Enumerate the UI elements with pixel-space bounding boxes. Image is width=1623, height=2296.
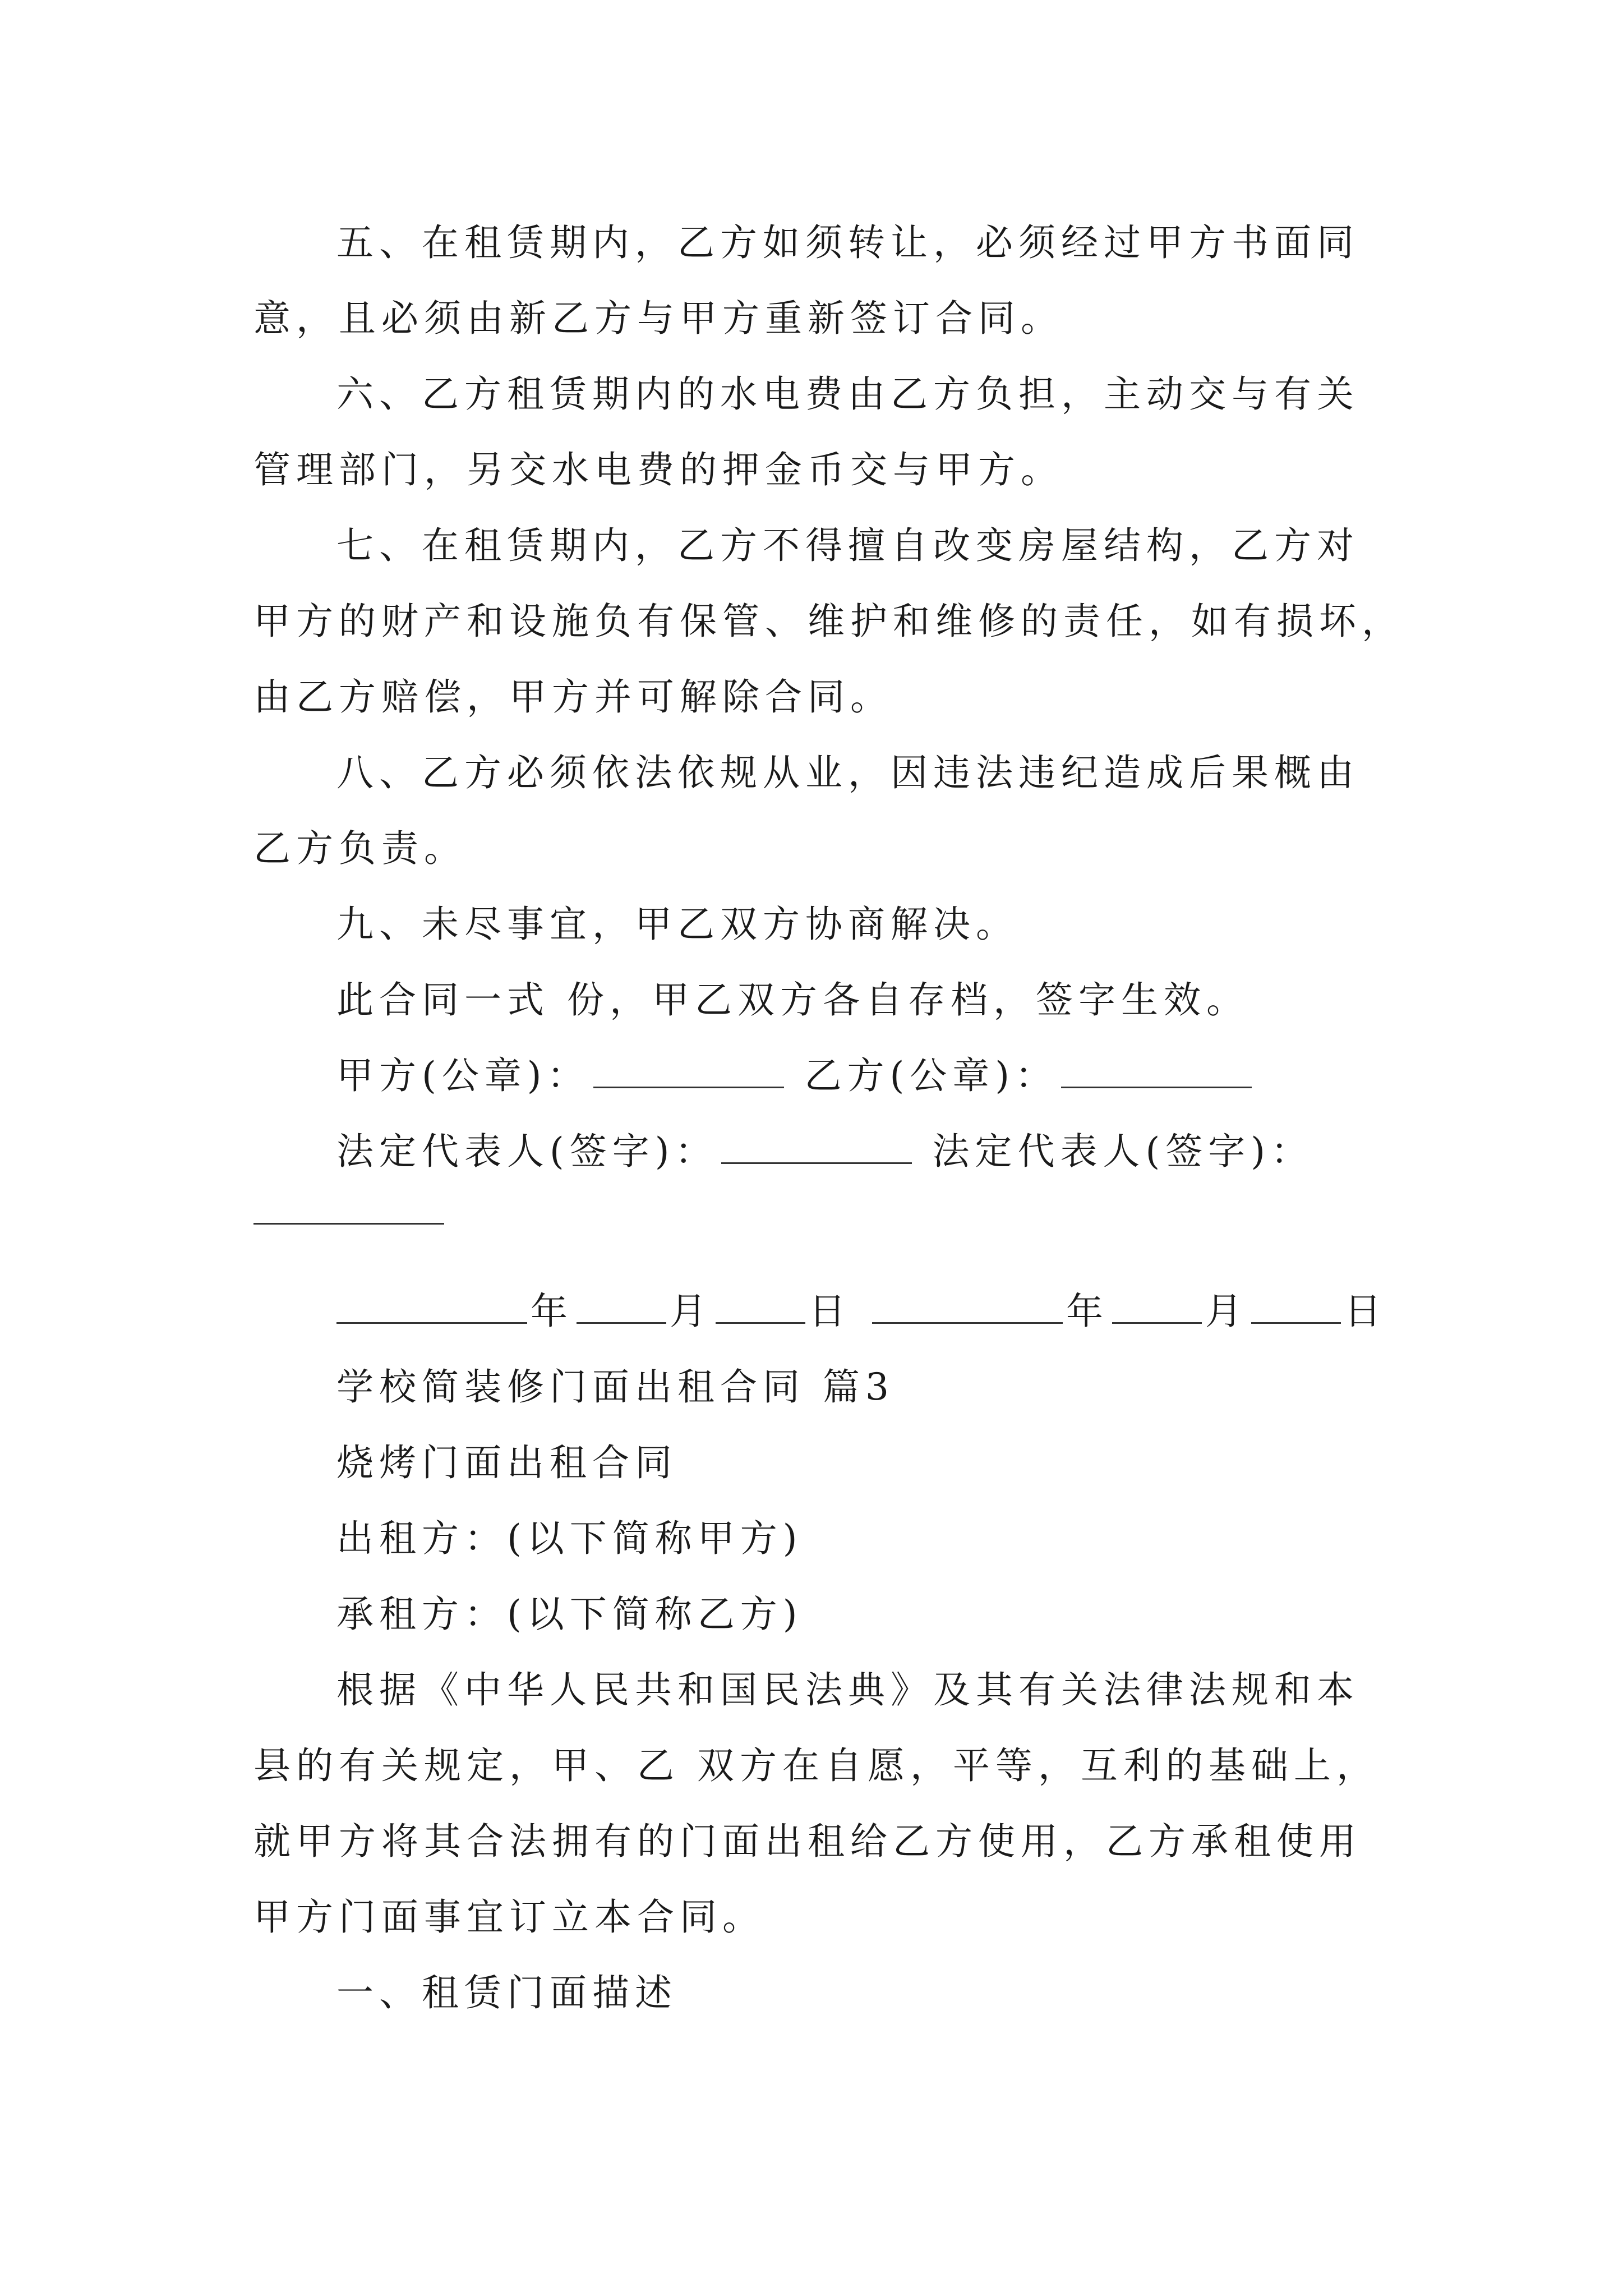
party-a-seal-blank [593,1054,784,1088]
year-b-label: 年 [1066,1290,1109,1333]
item-1-heading: 一、租赁门面描述 [336,1971,677,2014]
clause-6-line-1: 六、乙方租赁期内的水电费由乙方负担，主动交与有关 [336,372,1359,416]
month-a-label: 月 [670,1290,712,1333]
copies-clause: 此合同一式 份，甲乙双方各自存档，签字生效。 [336,978,1249,1022]
clause-7-line-1: 七、在租赁期内，乙方不得擅自改变房屋结构，乙方对 [336,524,1359,567]
date-line [336,1285,1458,1338]
party-b-seal-label: 乙方(公章)： [804,1054,1058,1097]
section-3-heading: 学校简装修门面出租合同 篇3 [336,1365,895,1409]
clause-7-line-2: 甲方的财产和设施负有保管、维护和维修的责任，如有损坏， [253,600,1404,643]
clause-7-line-3: 由乙方赔偿，甲方并可解除合同。 [253,675,893,719]
seal-line [336,1049,1458,1103]
clause-9-line: 九、未尽事宜，甲乙双方协商解决。 [336,903,1018,946]
clause-6-line-2: 管理部门，另交水电费的押金币交与甲方。 [253,448,1063,491]
year-b-blank [872,1290,1063,1324]
preamble-line-1: 根据《中华人民共和国民法典》及其有关法律法规和本 [336,1668,1359,1711]
month-b-blank [1112,1290,1202,1324]
preamble-line-2: 县的有关规定，甲、乙 双方在自愿，平等，互利的基础上， [253,1744,1379,1787]
clause-8-line-2: 乙方负责。 [253,827,467,870]
lessor-line: 出租方：(以下简称甲方) [336,1517,803,1560]
rep-a-blank [721,1130,912,1164]
rep-b-label: 法定代表人(签字)： [932,1130,1313,1173]
lessee-line: 承租方：(以下简称乙方) [336,1593,803,1636]
year-a-blank [336,1290,527,1324]
clause-5-line-2: 意，且必须由新乙方与甲方重新签订合同。 [253,297,1063,340]
year-a-label: 年 [531,1290,573,1333]
day-b-blank [1251,1290,1341,1324]
clause-5-line-1: 五、在租赁期内，乙方如须转让，必须经过甲方书面同 [336,221,1359,264]
representative-line [336,1125,1458,1179]
month-b-label: 月 [1205,1290,1248,1333]
day-b-label: 日 [1344,1290,1387,1333]
day-a-label: 日 [809,1290,851,1333]
rep-b-blank [253,1223,444,1225]
party-b-seal-blank [1061,1054,1252,1088]
rep-a-label: 法定代表人(签字)： [336,1130,718,1173]
party-a-seal-label: 甲方(公章)： [336,1054,590,1097]
preamble-line-4: 甲方门面事宜订立本合同。 [253,1895,765,1939]
preamble-line-3: 就甲方将其合法拥有的门面出租给乙方使用，乙方承租使用 [253,1820,1362,1863]
day-a-blank [716,1290,805,1324]
month-a-blank [577,1290,666,1324]
clause-8-line-1: 八、乙方必须依法依规从业，因违法违纪造成后果概由 [336,751,1359,794]
section-3-title: 烧烤门面出租合同 [336,1441,677,1484]
